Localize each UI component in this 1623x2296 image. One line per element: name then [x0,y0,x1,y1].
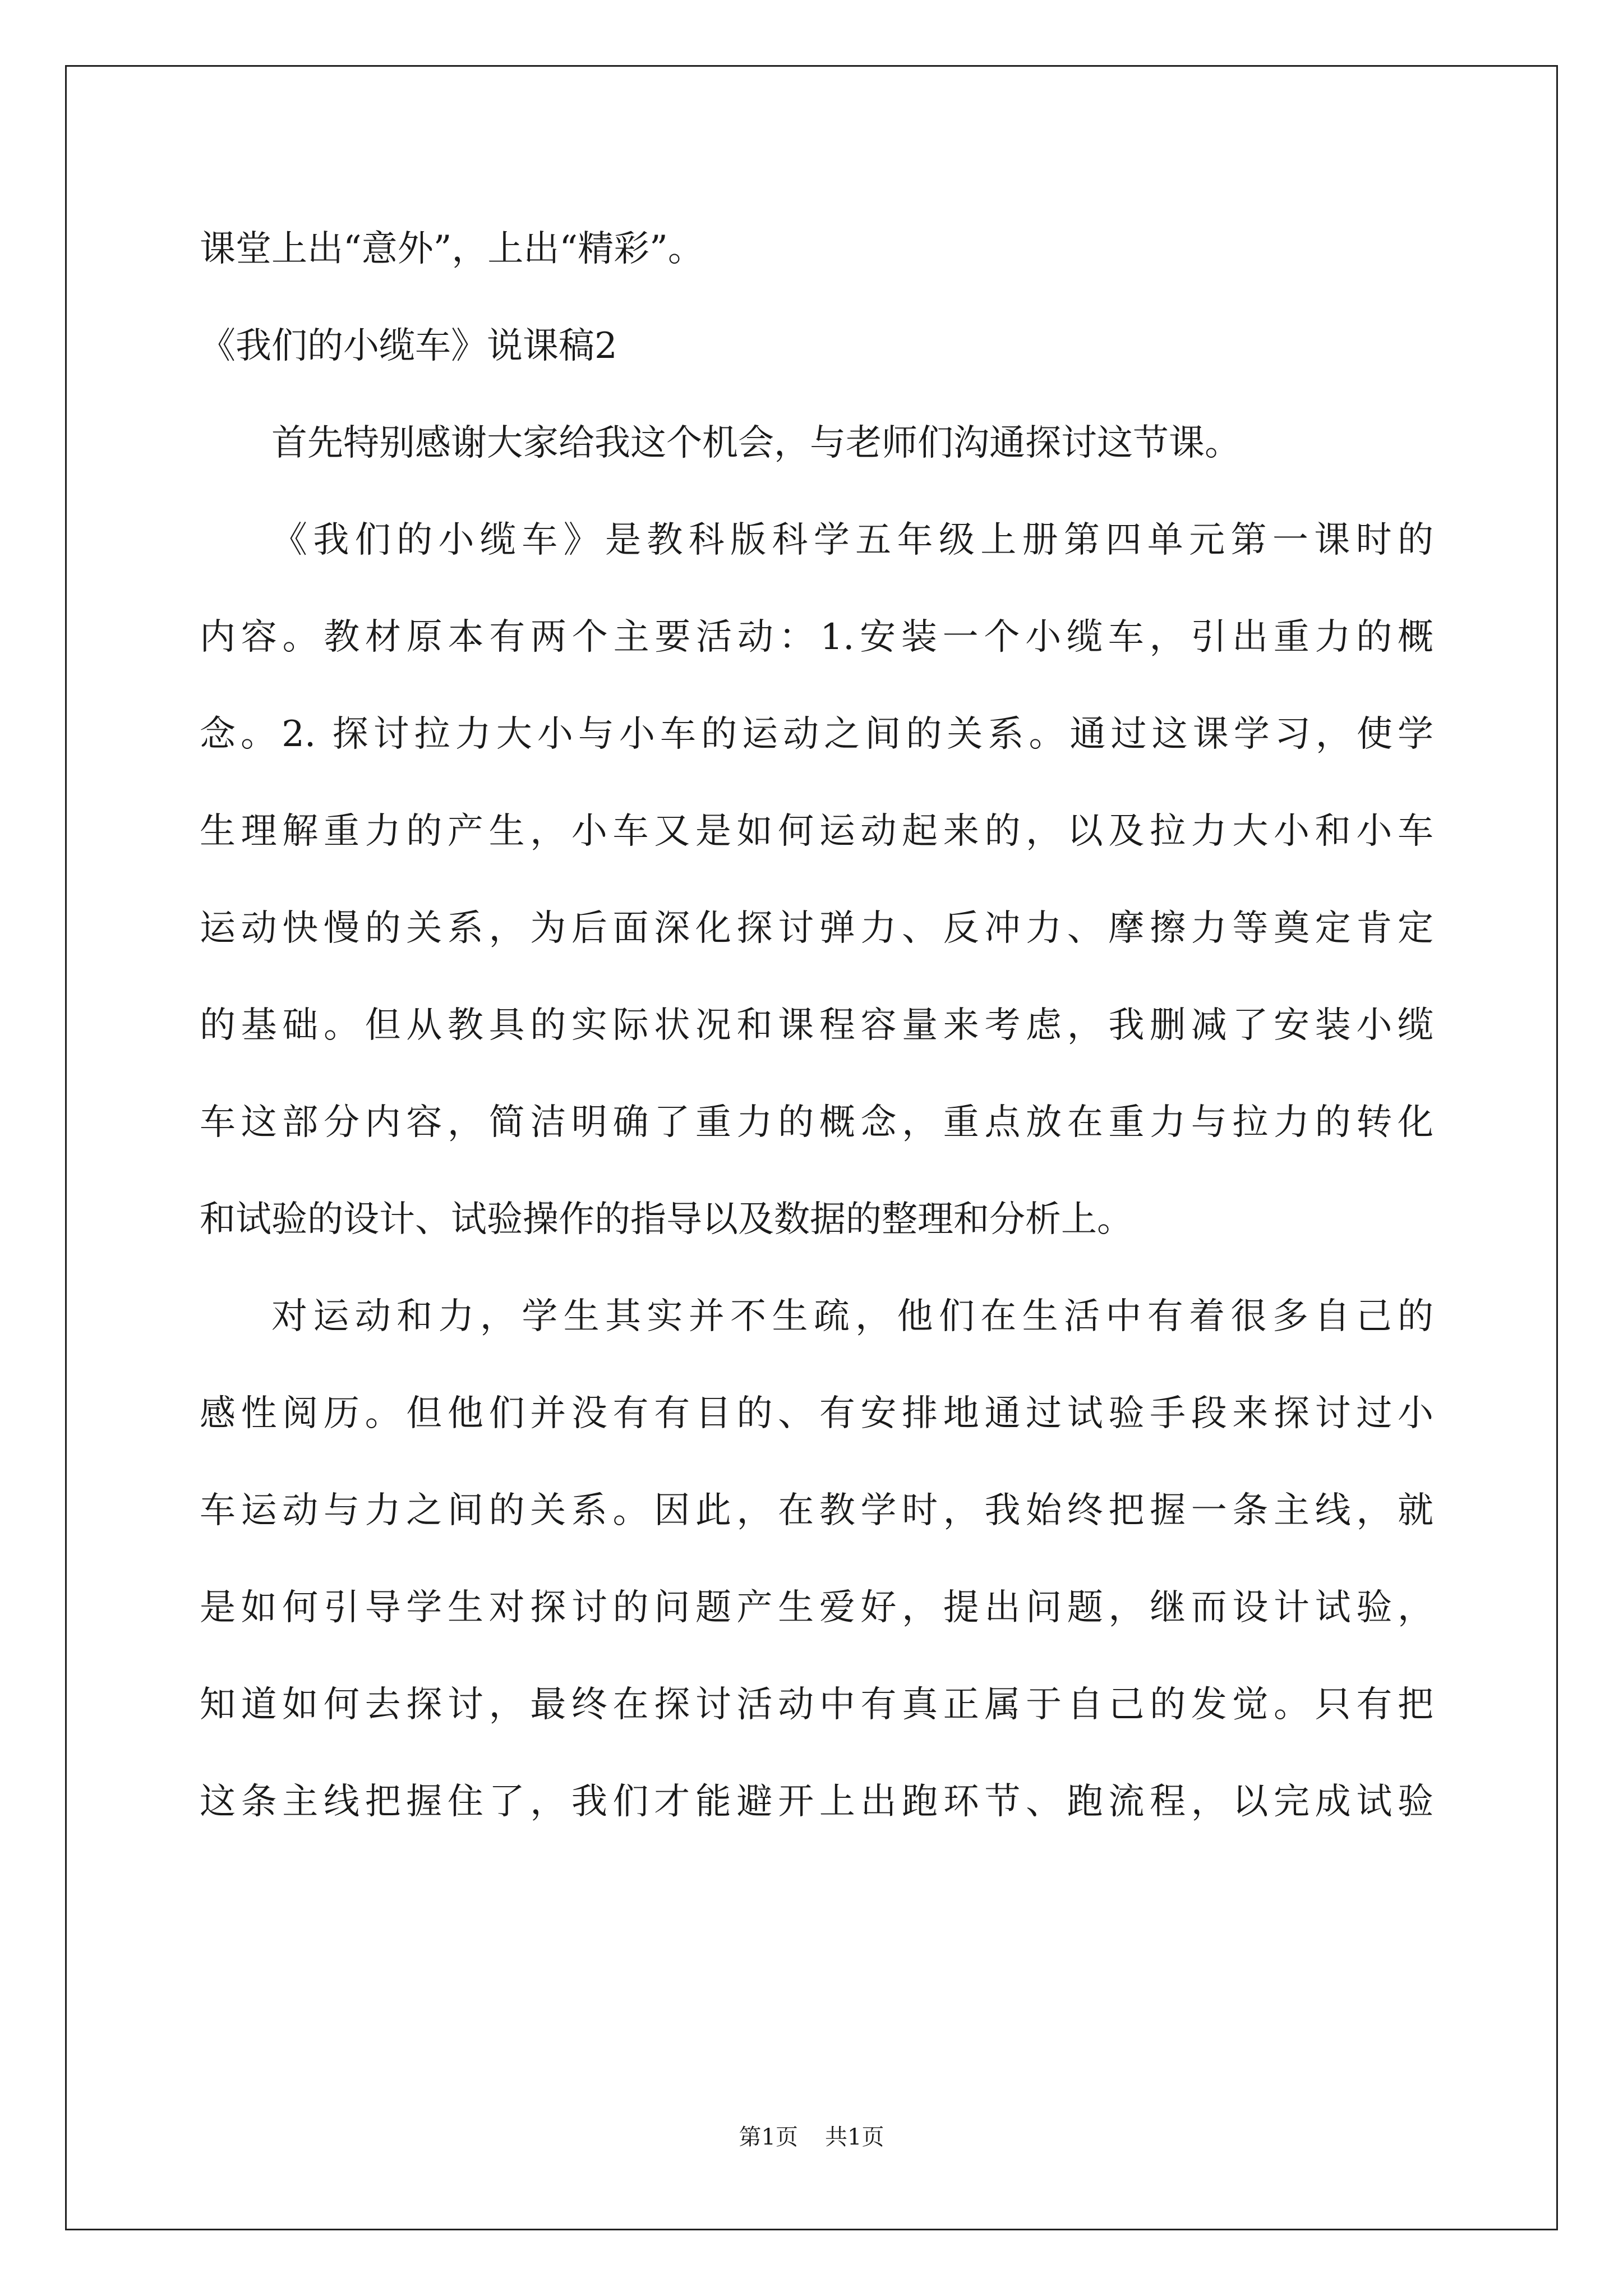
text-line-7: 生理解重力的产生，小车又是如何运动起来的，以及拉力大小和小车 [200,811,1433,852]
section-title: 《我们的小缆车》说课稿2 [200,325,617,367]
text-line-3: 首先特别感谢大家给我这个机会，与老师们沟通探讨这节课。 [271,422,1241,464]
text-line-12: 对运动和力，学生其实并不生疏，他们在生活中有着很多自己的 [271,1296,1433,1337]
text-line-5: 内容。教材原本有两个主要活动：1.安装一个小缆车，引出重力的概 [200,616,1433,658]
page-total: 共1页 [825,2124,884,2150]
page-border [65,65,1558,2230]
text-line-10: 车这部分内容，简洁明确了重力的概念，重点放在重力与拉力的转化 [200,1102,1433,1143]
page-number: 第1页 [739,2124,798,2150]
text-line-6: 念。2. 探讨拉力大小与小车的运动之间的关系。通过这课学习，使学 [200,714,1433,755]
text-line-1: 课堂上出“意外”，上出“精彩”。 [200,228,704,270]
text-line-8: 运动快慢的关系，为后面深化探讨弹力、反冲力、摩擦力等奠定肯定 [200,908,1433,949]
text-line-13: 感性阅历。但他们并没有有目的、有安排地通过试验手段来探讨过小 [200,1393,1433,1434]
text-line-15: 是如何引导学生对探讨的问题产生爱好，提出问题，继而设计试验， [200,1587,1433,1628]
text-line-16: 知道如何去探讨，最终在探讨活动中有真正属于自己的发觉。只有把 [200,1684,1433,1726]
page-footer [0,2123,1623,2151]
text-line-4: 《我们的小缆车》是教科版科学五年级上册第四单元第一课时的 [271,519,1433,561]
text-line-11: 和试验的设计、试验操作的指导以及数据的整理和分析上。 [200,1199,1133,1240]
text-line-9: 的基础。但从教具的实际状况和课程容量来考虑，我删减了安装小缆 [200,1005,1433,1046]
text-line-17: 这条主线把握住了，我们才能避开上出跑环节、跑流程，以完成试验 [200,1781,1433,1823]
text-line-14: 车运动与力之间的关系。因此，在教学时，我始终把握一条主线，就 [200,1490,1433,1531]
